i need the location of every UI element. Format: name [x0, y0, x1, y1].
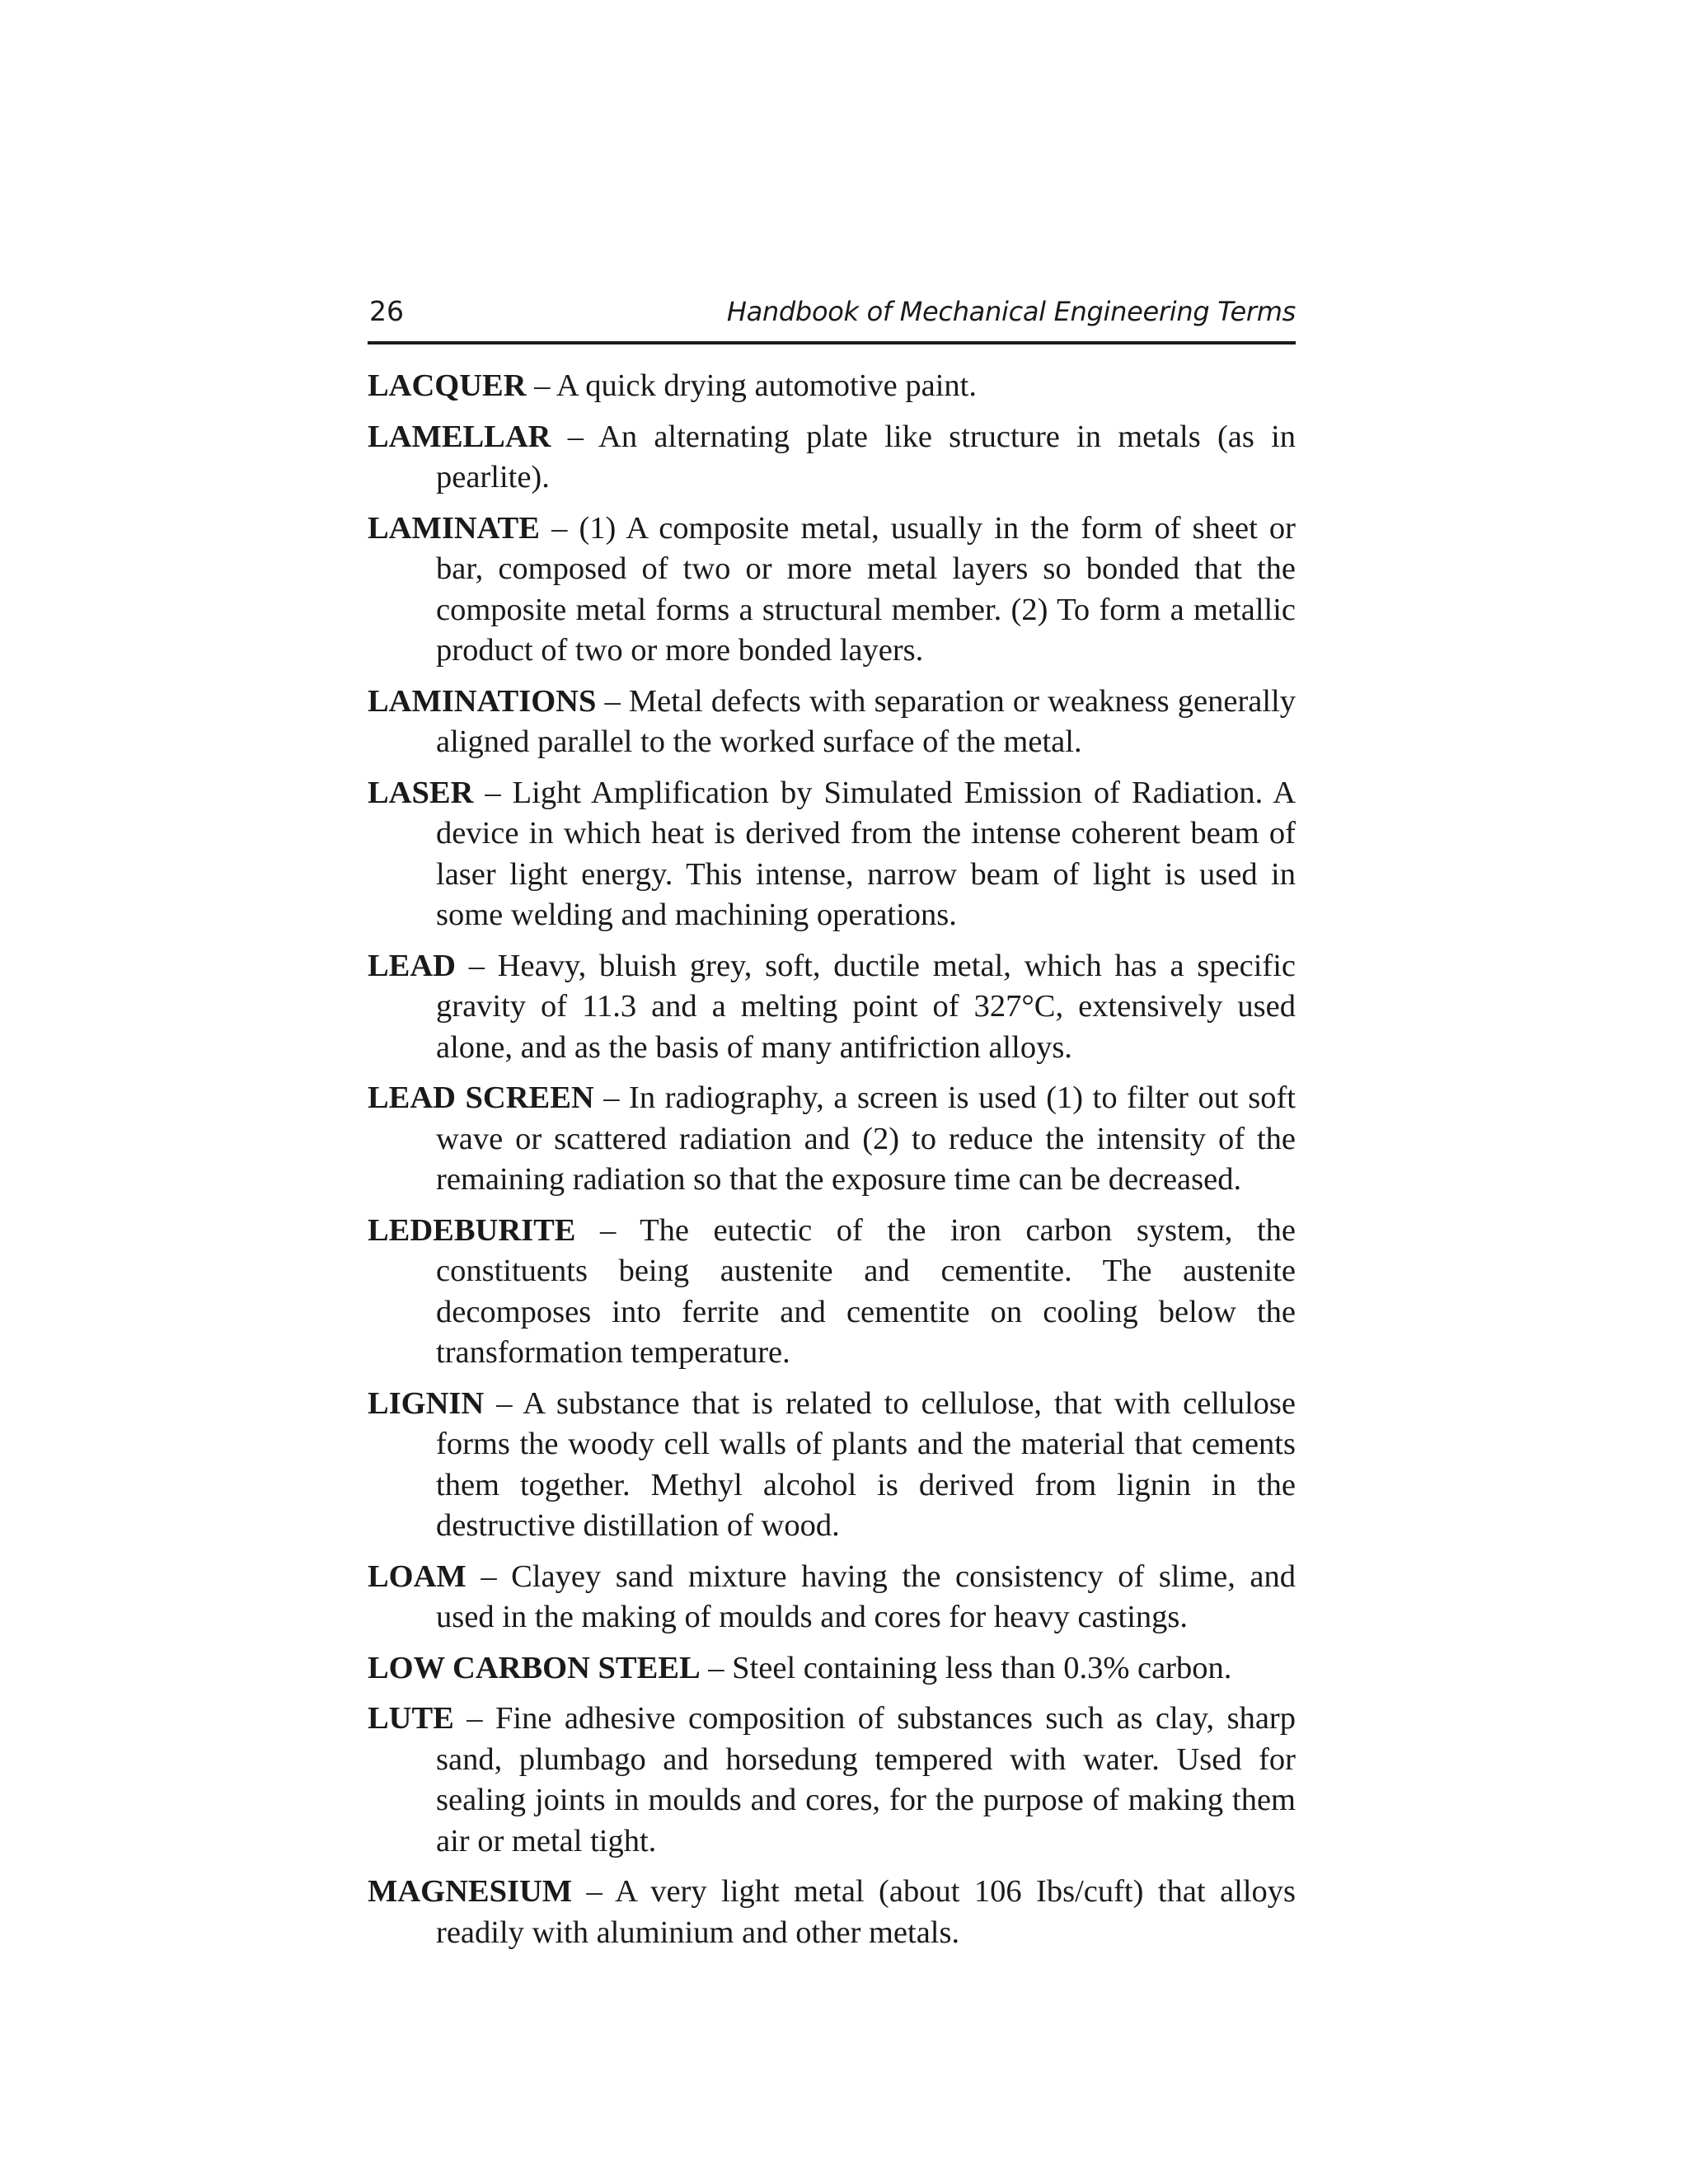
glossary-entry: [368, 1211, 1296, 1374]
entry-term: LAMELLAR: [368, 419, 551, 454]
page-header: [368, 290, 1296, 344]
glossary-entry: [368, 946, 1296, 1069]
entry-term: LEAD SCREEN: [368, 1080, 594, 1115]
entry-definition: – Steel containing less than 0.3% carbon.: [708, 1650, 1232, 1685]
entry-term: LEDEBURITE: [368, 1212, 576, 1248]
running-title: Handbook of Mechanical Engineering Terms: [726, 296, 1296, 327]
page-number: 26: [369, 295, 404, 327]
entry-definition: – A very light metal (about 106 Ibs/cuft) that alloys readily with aluminium and other metals.: [436, 1874, 1296, 1950]
entry-definition: – (1) A composite metal, usually in the form of sheet or bar, composed of two or more metal layers so bonded that the composite metal forms a structural member. (2) To form a metallic product of two or more bonded layers.: [436, 510, 1296, 668]
entry-term: LIGNIN: [368, 1385, 485, 1421]
entry-definition: – The eutectic of the iron carbon system, the constituents being austenite and cementite. The austenite decomposes into ferrite and cementite on cooling below the transformation temperature.: [436, 1212, 1296, 1370]
entry-definition: – Metal defects with separation or weakness generally aligned parallel to the worked surface of the metal.: [436, 683, 1296, 759]
entry-term: LACQUER: [368, 368, 527, 403]
entry-term: LASER: [368, 775, 474, 810]
glossary-entry: [368, 1648, 1296, 1690]
entry-term: LUTE: [368, 1701, 454, 1736]
entry-definition: – A quick drying automotive paint.: [534, 368, 977, 403]
glossary-entry: [368, 773, 1296, 936]
entry-term: LAMINATE: [368, 510, 540, 546]
glossary-entry: [368, 1384, 1296, 1547]
entry-definition: – A substance that is related to cellulose, that with cellulose forms the woody cell walls of plants and the material that cements them together. Methyl alcohol is derived from lignin in the destructive distillation of wood.: [436, 1385, 1296, 1543]
glossary-entries: [368, 366, 1296, 1963]
entry-term: LOAM: [368, 1558, 467, 1594]
glossary-entry: [368, 1557, 1296, 1638]
entry-term: LEAD: [368, 948, 456, 983]
glossary-entry: [368, 509, 1296, 672]
glossary-entry: [368, 1699, 1296, 1862]
glossary-entry: [368, 1872, 1296, 1953]
glossary-entry: [368, 417, 1296, 499]
entry-term: LOW CARBON STEEL: [368, 1650, 701, 1685]
glossary-entry: [368, 1078, 1296, 1201]
entry-definition: – Fine adhesive composition of substances such as clay, sharp sand, plumbago and horsedung tempered with water. Used for sealing joints in moulds and cores, for the purpose of making them air or metal tight.: [436, 1701, 1296, 1858]
glossary-entry: [368, 366, 1296, 407]
entry-definition: – Heavy, bluish grey, soft, ductile metal, which has a specific gravity of 11.3 and a melting point of 327°C, extensively used alone, and as the basis of many antifriction alloys.: [436, 948, 1296, 1065]
entry-definition: – An alternating plate like structure in metals (as in pearlite).: [436, 419, 1296, 494]
entry-definition: – Light Amplification by Simulated Emission of Radiation. A device in which heat is derived from the intense coherent beam of laser light energy. This intense, narrow beam of light is used in some welding and machining operations.: [436, 775, 1296, 932]
glossary-entry: [368, 682, 1296, 763]
entry-term: MAGNESIUM: [368, 1874, 573, 1909]
entry-definition: – Clayey sand mixture having the consistency of slime, and used in the making of moulds and cores for heavy castings.: [436, 1558, 1296, 1634]
entry-term: LAMINATIONS: [368, 683, 597, 719]
entry-definition: – In radiography, a screen is used (1) to filter out soft wave or scattered radiation and (2) to reduce the intensity of the remaining radiation so that the exposure time can be decreased.: [436, 1080, 1296, 1197]
